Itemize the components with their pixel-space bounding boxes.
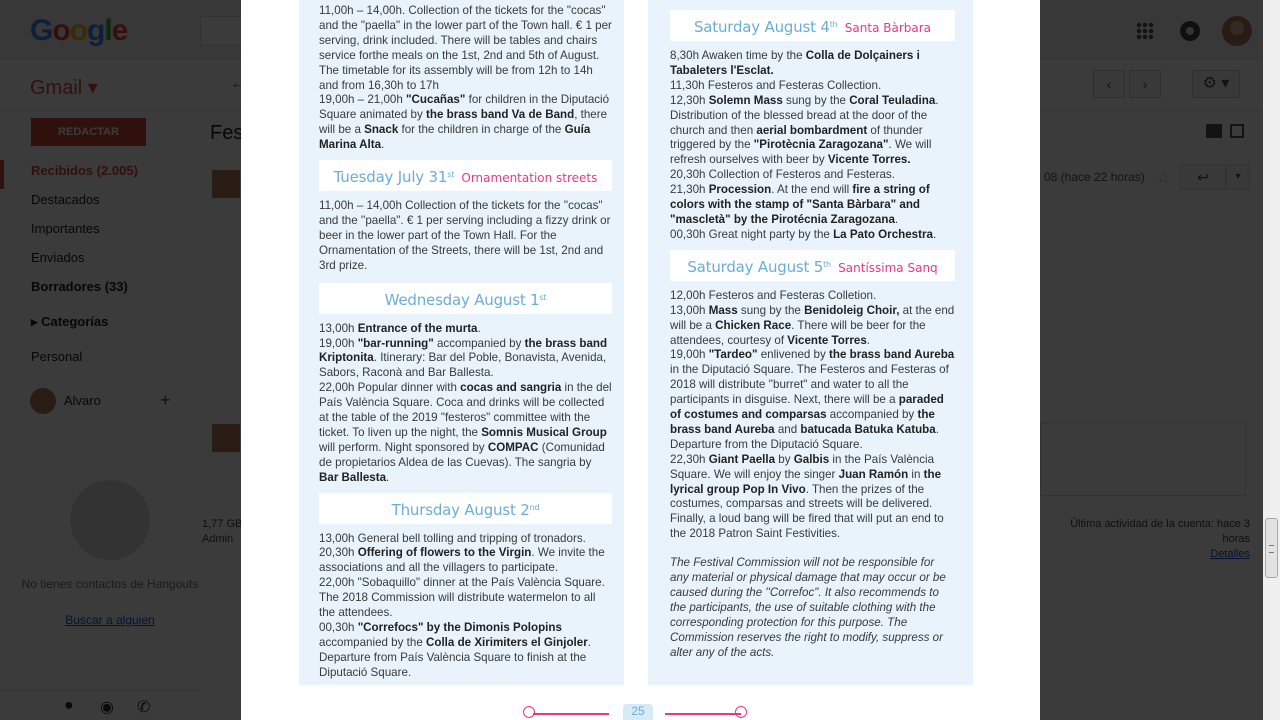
document-page (241, 0, 1040, 720)
page-scrollbar[interactable] (1263, 0, 1280, 720)
program-item: 21,30h Procession. At the end will fire a string of colors with the stamp of "Santa Bàrbara" and "mascletà" by the Pirotécnia Zaragozana. (670, 183, 930, 226)
day-heading-thursday: Thursday August 2nd (319, 493, 612, 524)
day-heading-wednesday: Wednesday August 1st (319, 283, 612, 314)
program-item: 19,00h "Tardeo" enlivened by the brass band Aureba in the Diputació Square. The Festeros and Festeras of 2018 will distribute ''burret" and water to all the participants in disguise. Next, there will be a paraded of costumes and comparsas accompanied by the brass band Aureba and batucada Batuka Katuba. Departure from the Diputació Square. (670, 348, 955, 451)
page-footer-ornament (523, 700, 753, 720)
program-item: 00,30h Great night party by the La Pato Orchestra. (670, 227, 937, 241)
program-item: 8,30h Awaken time by the Colla de Dolçainers i Tabaleters l'Esclat. (670, 49, 920, 77)
ornament-line (533, 713, 609, 715)
program-item: 19,00h "bar-running" accompanied by the brass band Kriptonita. Itinerary: Bar del Poble, Bonavista, Avenida, Sabors, Raconà and Bar Ballesta. (319, 336, 608, 380)
day-heading-tuesday: Tuesday July 31st Ornamentation streets (319, 160, 612, 191)
program-item: 22,30h Giant Paella by Galbis in the País València Square. We will enjoy the singer Juan Ramón in the lyrical group Pop In Vivo. Then the prizes of the costumes, comparsas and streets will be delivered. Finally, a loud bang will be fired that will put an end to the 2018 Patron Saint Festivities. (670, 452, 944, 541)
program-item: 19,00h – 21,00h "Cucañas" for children in the Diputació Square animated by the brass band Va de Band, there will be a Snack for the children in charge of the Guía Marina Alta. (319, 93, 610, 152)
ornament-line (665, 713, 741, 715)
page-number: 25 (623, 704, 653, 720)
program-item: 13,00h Entrance of the murta. (319, 321, 481, 335)
commission-disclaimer: The Festival Commission will not be responsible for any material or physical damage that may occur or be caused during the ''Correfoc". It also recommends to the participants, the use of suitable clothing with the corresponding protection for this purpose. The Commission reserves the right to modify, suppress or alter any of the acts. (670, 556, 946, 659)
program-item: 00,30h "Correfocs" by the Dimonis Polopins accompanied by the Colla de Xirimiters el Ginjoler. Departure from País València Square to finish at the Diputació Square. (319, 621, 591, 679)
program-column-right (648, 0, 973, 685)
day-heading-saturday-4: Saturday August 4th Santa Bàrbara (670, 10, 955, 41)
program-item: 13,00h Mass sung by the Benidoleig Choir, at the end will be a Chicken Race. There will be beer for the attendees, courtesy of Vicente Torres. (670, 303, 955, 347)
program-column-left (299, 0, 624, 685)
program-item: 13,00h General bell tolling and tripping of tronadors. (319, 531, 586, 545)
program-item: 11,00h – 14,00h Collection of the tickets for the ''cocas" and the ''paella". € 1 per serving including a fizzy drink or beer in the lower part of the Town Hall. For the Ornamentation of the Streets, there will be 1st, 2nd and 3rd prize. (319, 199, 611, 272)
program-item: 12,00h Festeros and Festeras Colletion. (670, 288, 877, 302)
program-item: 11,00h – 14,00h. Collection of the tickets for the "cocas" and the "paella" in the lower part of the Town hall. € 1 per serving, drink included. There will be tables and chairs service forthe meals on the 1st, 2nd and 5th of August. The timetable for its assembly will be from 12h to 14h and from 16,30h to 17h (319, 4, 612, 92)
program-item: 22,00h Popular dinner with cocas and sangria in the del País València Square. Coca and drinks will be collected at the table of the 2019 "festeros" committee with the ticket. To liven up the night, the Somnis Musical Group will perform. Night sponsored by COMPAC (Comunidad de propietarios Aldea de las Cuevas). The sangria by Bar Ballesta. (319, 381, 612, 484)
scrollbar-thumb[interactable] (1265, 518, 1278, 578)
ornament-curl (735, 706, 747, 718)
program-item: 20,30h Collection of Festeros and Festeras. (670, 168, 895, 182)
program-item: 12,30h Solemn Mass sung by the Coral Teuladina. Distribution of the blessed bread at the door of the church and then aerial bombardment of thunder triggered by the "Pirotècnia Zaragozana". We will refresh ourselves with beer by Vicente Torres. (670, 93, 939, 167)
program-item: 11,30h Festeros and Festeras Collection. (670, 78, 882, 92)
program-item: 20,30h Offering of flowers to the Virgin. We invite the associations and all the villagers to participate. (319, 546, 605, 575)
program-item: 22,00h "Sobaquillo" dinner at the País València Square. The 2018 Commission will distribute watermelon to all the attendees. (319, 576, 605, 620)
day-heading-saturday-5: Saturday August 5th Santíssima Sanq (670, 250, 955, 281)
ornament-curl (523, 706, 535, 718)
